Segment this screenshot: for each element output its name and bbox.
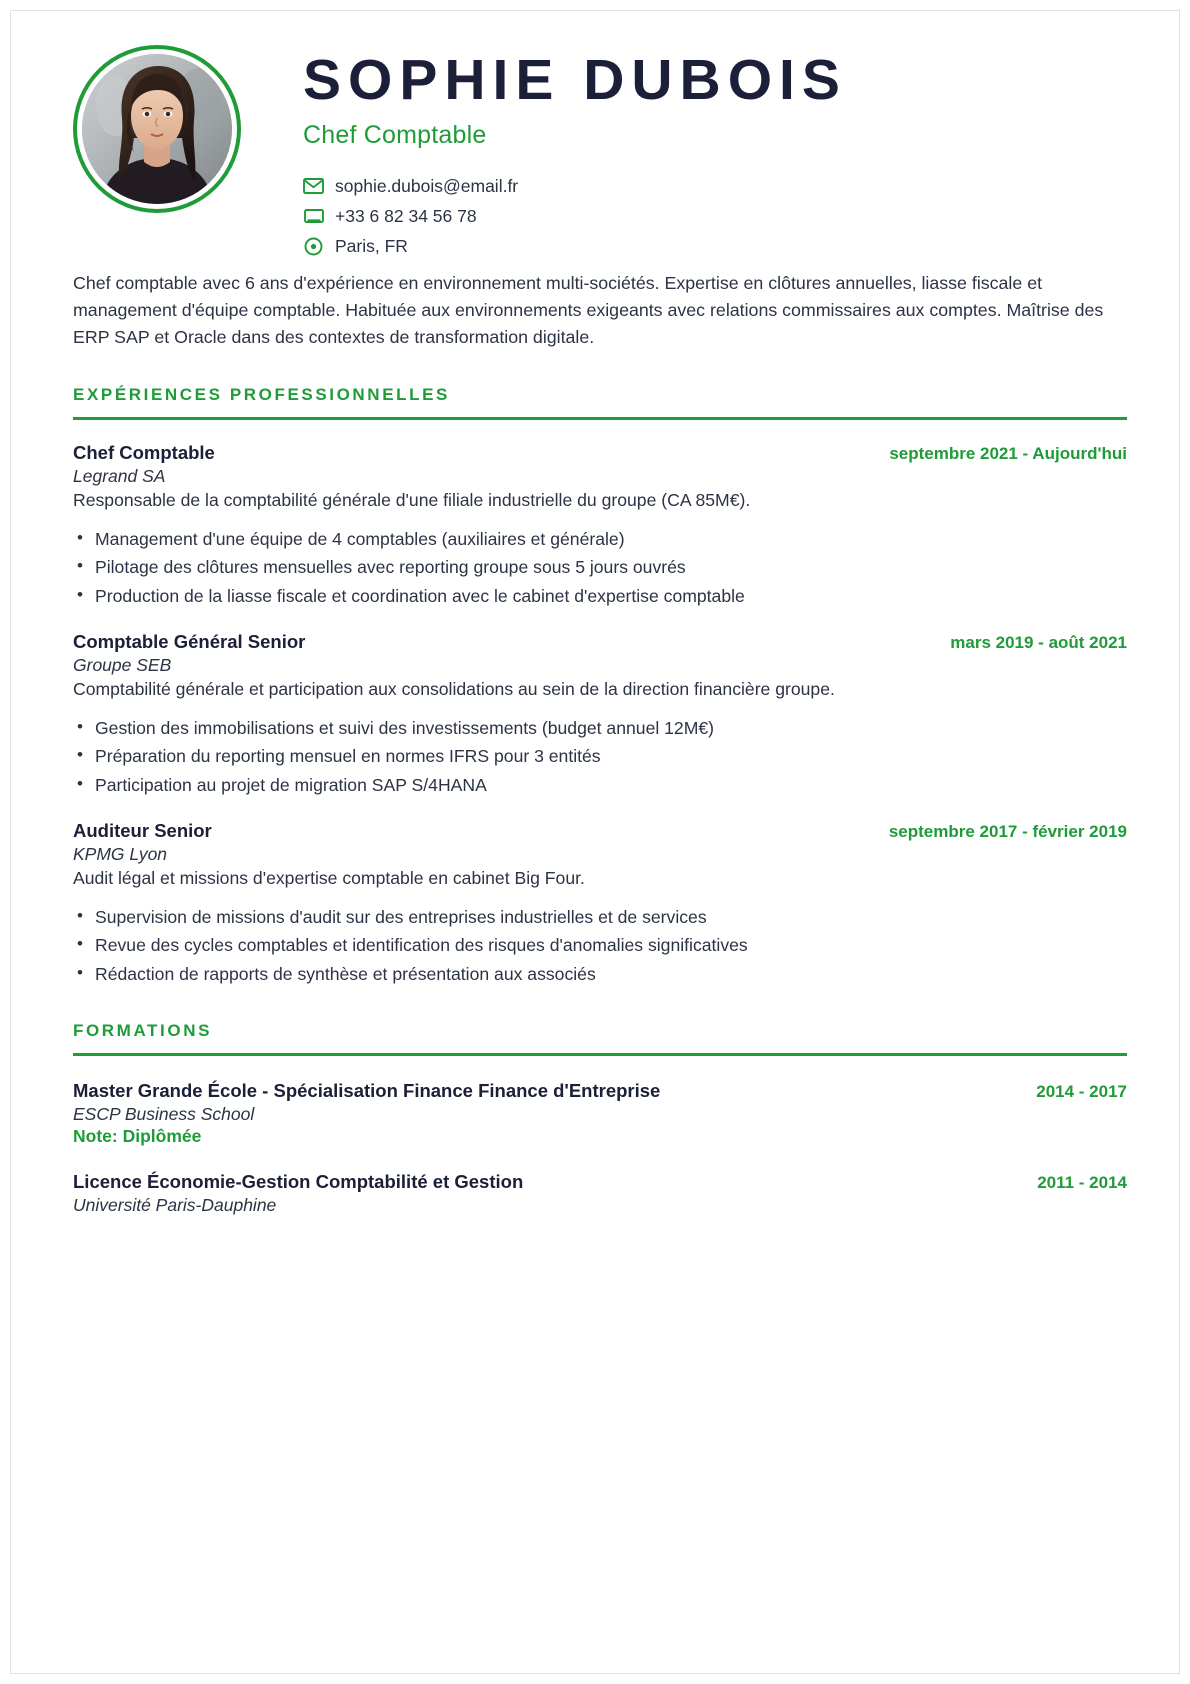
list-item: • Préparation du reporting mensuel en normes IFRS pour 3 entités [73, 744, 1127, 770]
experience-date-range: septembre 2021 - Aujourd'hui [889, 443, 1127, 463]
experience-job-title: Auditeur Senior [73, 820, 212, 842]
list-item: • Pilotage des clôtures mensuelles avec reporting groupe sous 5 jours ouvrés [73, 555, 1127, 581]
experience-entry [73, 442, 1127, 609]
experience-entry [73, 631, 1127, 798]
resume-header [73, 33, 1127, 266]
contact-phone[interactable] [303, 206, 1127, 227]
contact-location-value: Paris, FR [335, 235, 408, 256]
experience-bullet-list [73, 527, 1127, 610]
experience-description: Audit légal et missions d'expertise comptable en cabinet Big Four. [73, 868, 585, 889]
contact-phone-value: +33 6 82 34 56 78 [335, 205, 477, 226]
page-title: SOPHIE DUBOIS [303, 48, 847, 112]
experience-company: Legrand SA [73, 465, 166, 486]
education-date-range: 2014 - 2017 [1036, 1082, 1127, 1102]
section-divider [73, 417, 1127, 420]
section-education [73, 1021, 1127, 1216]
education-entry-header [73, 1080, 1127, 1102]
list-item: • Management d'une équipe de 4 comptables (auxiliaires et générale) [73, 527, 1127, 553]
experience-company: Groupe SEB [73, 655, 172, 676]
professional-summary: Chef comptable avec 6 ans d'expérience en environnement multi-sociétés. Expertise en clôtures annuelles, liasse fiscale et management d'équipe comptable. Habituée aux environnements exigeants avec relations commissaires aux comptes. Maîtrise des ERP SAP et Oracle dans des contextes de transformation digitale. [73, 272, 1104, 347]
job-title: Chef Comptable [303, 120, 487, 149]
experience-entry-header [73, 820, 1127, 842]
experience-entry [73, 820, 1127, 987]
education-note: Note: Diplômée [73, 1126, 202, 1147]
education-entry-header [73, 1171, 1127, 1193]
header-text-block [241, 33, 1127, 266]
list-item: • Production de la liasse fiscale et coordination avec le cabinet d'expertise comptable [73, 584, 1127, 610]
experience-entry-header [73, 442, 1127, 464]
experience-bullet-list [73, 905, 1127, 988]
list-item: • Supervision de missions d'audit sur des entreprises industrielles et de services [73, 905, 1127, 931]
section-divider [73, 1053, 1127, 1056]
avatar-photo [82, 54, 232, 204]
section-title-experience: EXPÉRIENCES PROFESSIONNELLES [73, 384, 450, 404]
experience-description: Responsable de la comptabilité générale d'une filiale industrielle du groupe (CA 85M€). [73, 489, 751, 510]
education-entry [73, 1171, 1127, 1216]
envelope-icon [303, 176, 324, 197]
section-title-education: FORMATIONS [73, 1021, 213, 1041]
education-entry [73, 1080, 1127, 1147]
contact-list [303, 176, 1127, 257]
location-pin-icon [303, 236, 324, 257]
experience-date-range: mars 2019 - août 2021 [950, 633, 1127, 653]
contact-location[interactable] [303, 236, 1127, 257]
education-date-range: 2011 - 2014 [1037, 1173, 1127, 1193]
list-item: • Revue des cycles comptables et identification des risques d'anomalies significatives [73, 933, 1127, 959]
phone-icon [303, 206, 324, 227]
education-school: Université Paris-Dauphine [73, 1195, 277, 1216]
portrait-illustration [82, 54, 232, 204]
list-item: • Participation au projet de migration SAP S/4HANA [73, 773, 1127, 799]
resume-sheet [10, 10, 1180, 1674]
experience-description: Comptabilité générale et participation aux consolidations au sein de la direction financière groupe. [73, 679, 835, 700]
experience-company: KPMG Lyon [73, 844, 168, 865]
education-degree: Licence Économie-Gestion Comptabilité et Gestion [73, 1171, 524, 1193]
avatar [73, 45, 241, 213]
experience-date-range: septembre 2017 - février 2019 [888, 822, 1127, 842]
list-item: • Gestion des immobilisations et suivi des investissements (budget annuel 12M€) [73, 716, 1127, 742]
education-school: ESCP Business School [73, 1104, 255, 1125]
experience-entry-header [73, 631, 1127, 653]
contact-email[interactable] [303, 176, 1127, 197]
section-experience [73, 385, 1127, 987]
education-degree: Master Grande École - Spécialisation Finance Finance d'Entreprise [73, 1080, 661, 1102]
experience-job-title: Comptable Général Senior [73, 631, 306, 653]
experience-bullet-list [73, 716, 1127, 799]
contact-email-value: sophie.dubois@email.fr [335, 175, 519, 196]
experience-job-title: Chef Comptable [73, 441, 215, 463]
list-item: • Rédaction de rapports de synthèse et présentation aux associés [73, 962, 1127, 988]
